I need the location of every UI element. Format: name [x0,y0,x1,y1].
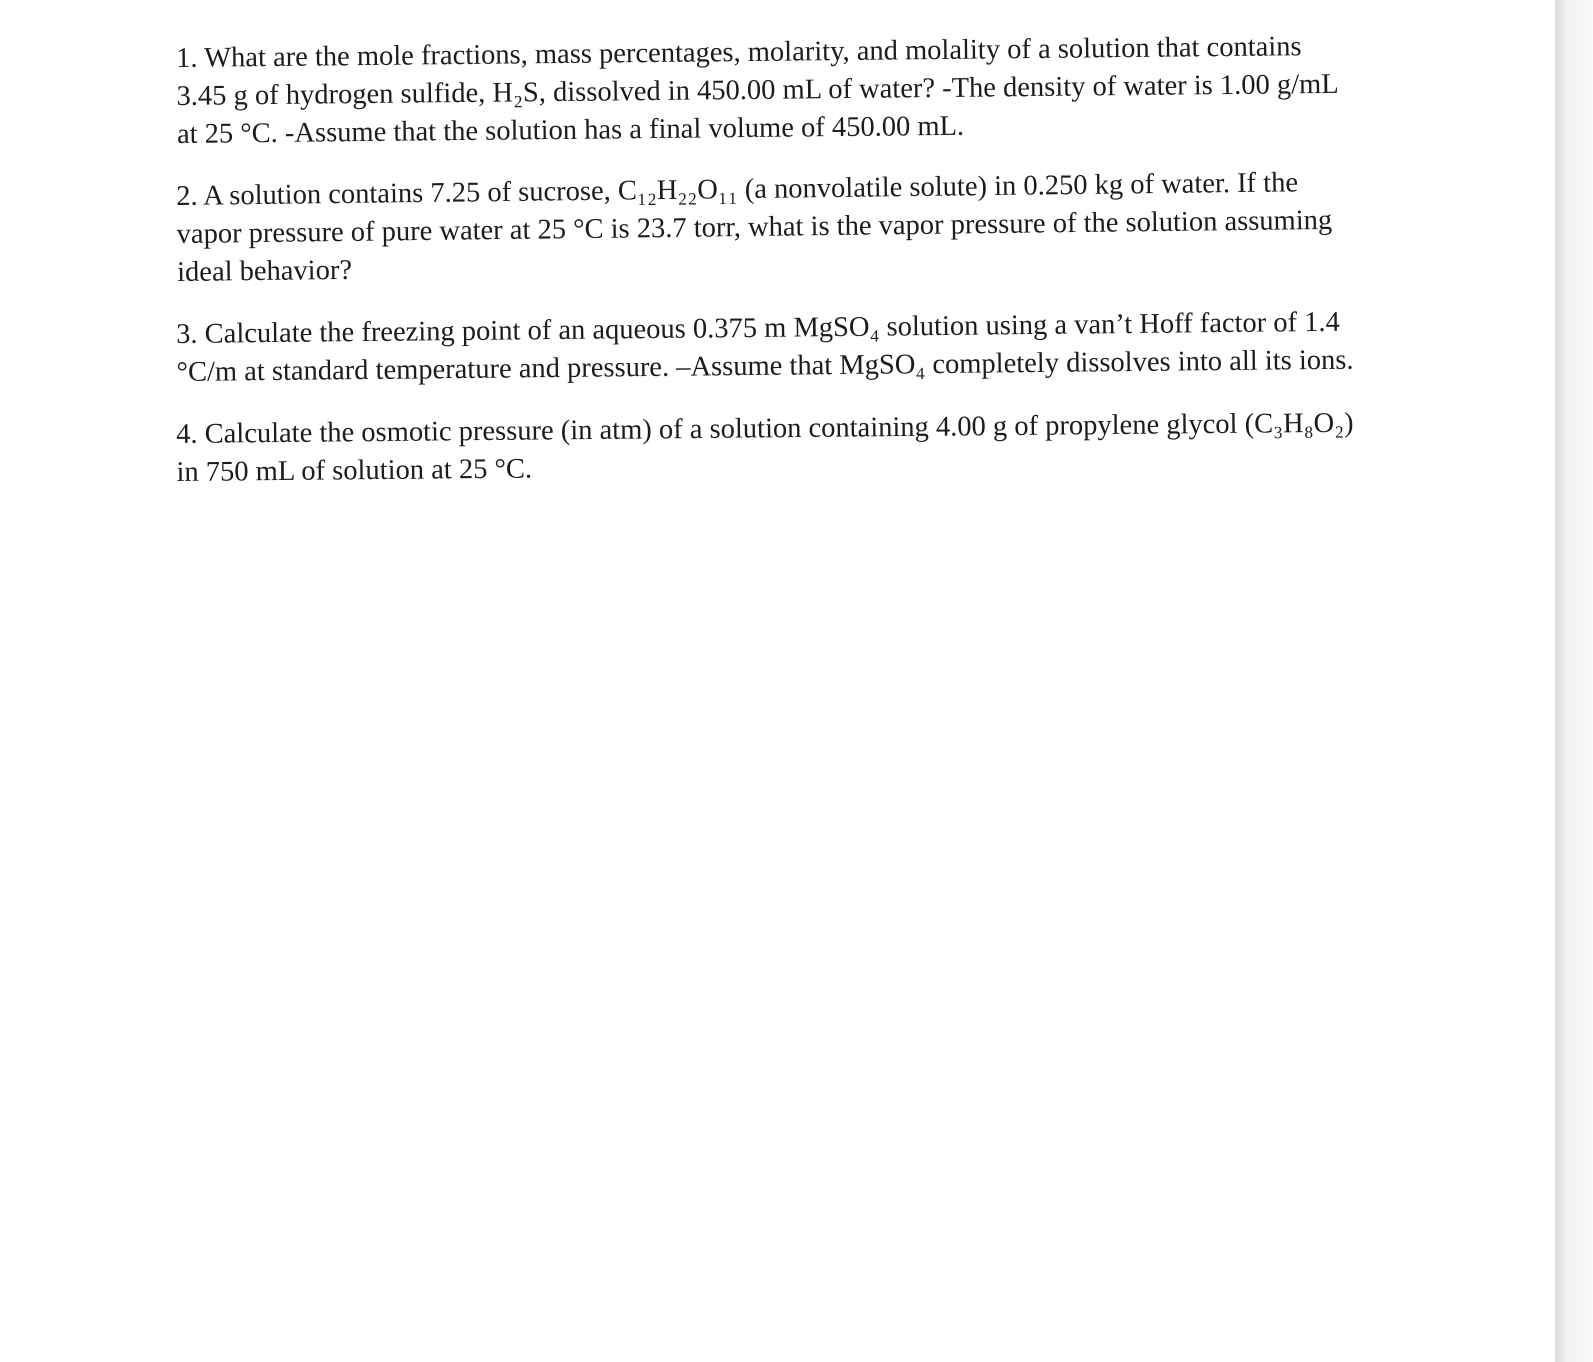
problem-3: 3. Calculate the freezing point of an aqueous 0.375 m MgSO₄ solution using a van’t Hoff factor of 1.4 °C/m at standard temperature and pressure. –Assume that MgSO₄ completely dissolves into all its ions. [176,306,1354,388]
problem-1: 1. What are the mole fractions, mass percentages, molarity, and molality of a solution that contains 3.45 g of hydrogen sulfide, H₂S, dissolved in 450.00 mL of water? -The density of water is 1.00 g/mL at 25 °C. -Assume that the solution has a final volume of 450.00 mL. [176,31,1338,150]
problem-4: 4. Calculate the osmotic pressure (in atm) of a solution containing 4.00 g of propylene glycol (C₃H₈O₂) in 750 mL of solution at 25 °C. [176,407,1354,488]
page-edge-shadow [1555,0,1593,1362]
problem-list [176,31,1356,516]
problem-2: 2. A solution contains 7.25 of sucrose, C₁₂H₂₂O₁₁ (a nonvolatile solute) in 0.250 kg of water. If the vapor pressure of pure water at 25 °C is 23.7 torr, what is the vapor pressure of the solution assuming ideal behavior? [176,167,1333,288]
